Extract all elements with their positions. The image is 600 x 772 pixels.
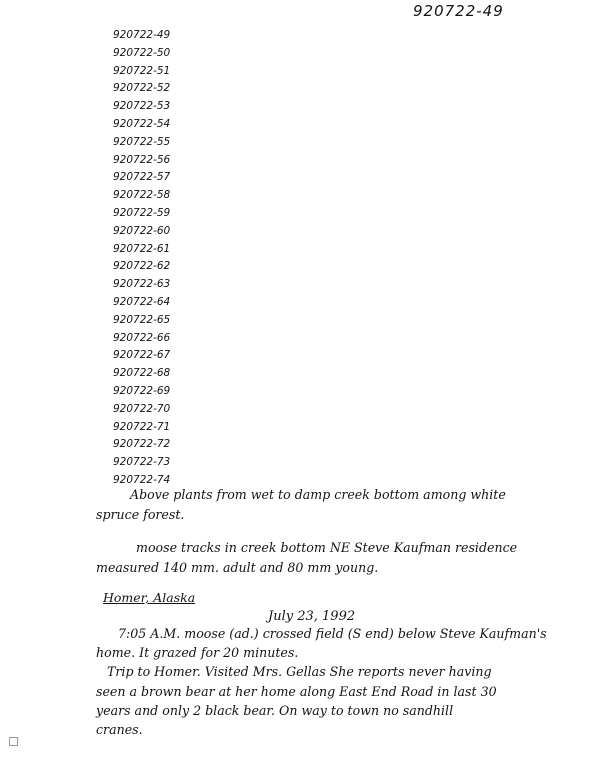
specimen-number: 920722-67 (113, 349, 171, 362)
journal-entry-line: cranes. (96, 722, 143, 737)
specimen-number: 920722-65 (113, 313, 171, 326)
specimen-number: 920722-57 (113, 171, 171, 184)
specimen-number-list (113, 27, 170, 490)
journal-entry-line: Trip to Homer. Visited Mrs. Gellas She reports never having (107, 664, 492, 679)
journal-entry-line: 7:05 A.M. moose (ad.) crossed field (S end) below Steve Kaufman's (118, 626, 547, 641)
specimen-number: 920722-55 (113, 135, 171, 148)
specimen-number: 920722-60 (113, 224, 171, 237)
moose-track-note-line: moose tracks in creek bottom NE Steve Kaufman residence (136, 540, 518, 555)
specimen-number: 920722-68 (113, 367, 171, 380)
specimen-number: 920722-70 (113, 402, 171, 415)
specimen-number: 920722-54 (113, 117, 171, 130)
specimen-number: 920722-50 (113, 46, 171, 59)
specimen-number: 920722-73 (113, 456, 171, 469)
journal-entry-line: seen a brown bear at her home along East End Road in last 30 (96, 684, 497, 699)
entry-date: July 23, 1992 (268, 609, 356, 624)
specimen-number: 920722-56 (113, 153, 171, 166)
specimen-number: 920722-72 (113, 438, 171, 451)
specimen-number: 920722-51 (113, 64, 171, 77)
specimen-number: 920722-74 (113, 473, 171, 486)
location-heading: Homer, Alaska (103, 590, 196, 605)
specimen-number: 920722-61 (113, 242, 171, 255)
specimen-number: 920722-58 (113, 189, 171, 202)
page-id: 920722-49 (413, 2, 504, 20)
scan-mark (9, 737, 18, 746)
specimen-number: 920722-69 (113, 384, 171, 397)
specimen-number: 920722-63 (113, 278, 171, 291)
habitat-note-line: Above plants from wet to damp creek bottom among white (130, 487, 506, 502)
specimen-number: 920722-62 (113, 260, 171, 273)
specimen-number: 920722-66 (113, 331, 171, 344)
journal-entry-line: years and only 2 black bear. On way to town no sandhill (96, 703, 454, 718)
moose-track-note-line: measured 140 mm. adult and 80 mm young. (96, 560, 379, 575)
specimen-number: 920722-49 (113, 29, 171, 41)
specimen-number: 920722-71 (113, 420, 171, 433)
specimen-number: 920722-59 (113, 206, 171, 219)
journal-entry-line: home. It grazed for 20 minutes. (96, 645, 299, 660)
habitat-note-line: spruce forest. (96, 507, 185, 522)
specimen-number: 920722-52 (113, 82, 171, 95)
specimen-number: 920722-64 (113, 295, 171, 308)
specimen-number: 920722-53 (113, 100, 171, 113)
